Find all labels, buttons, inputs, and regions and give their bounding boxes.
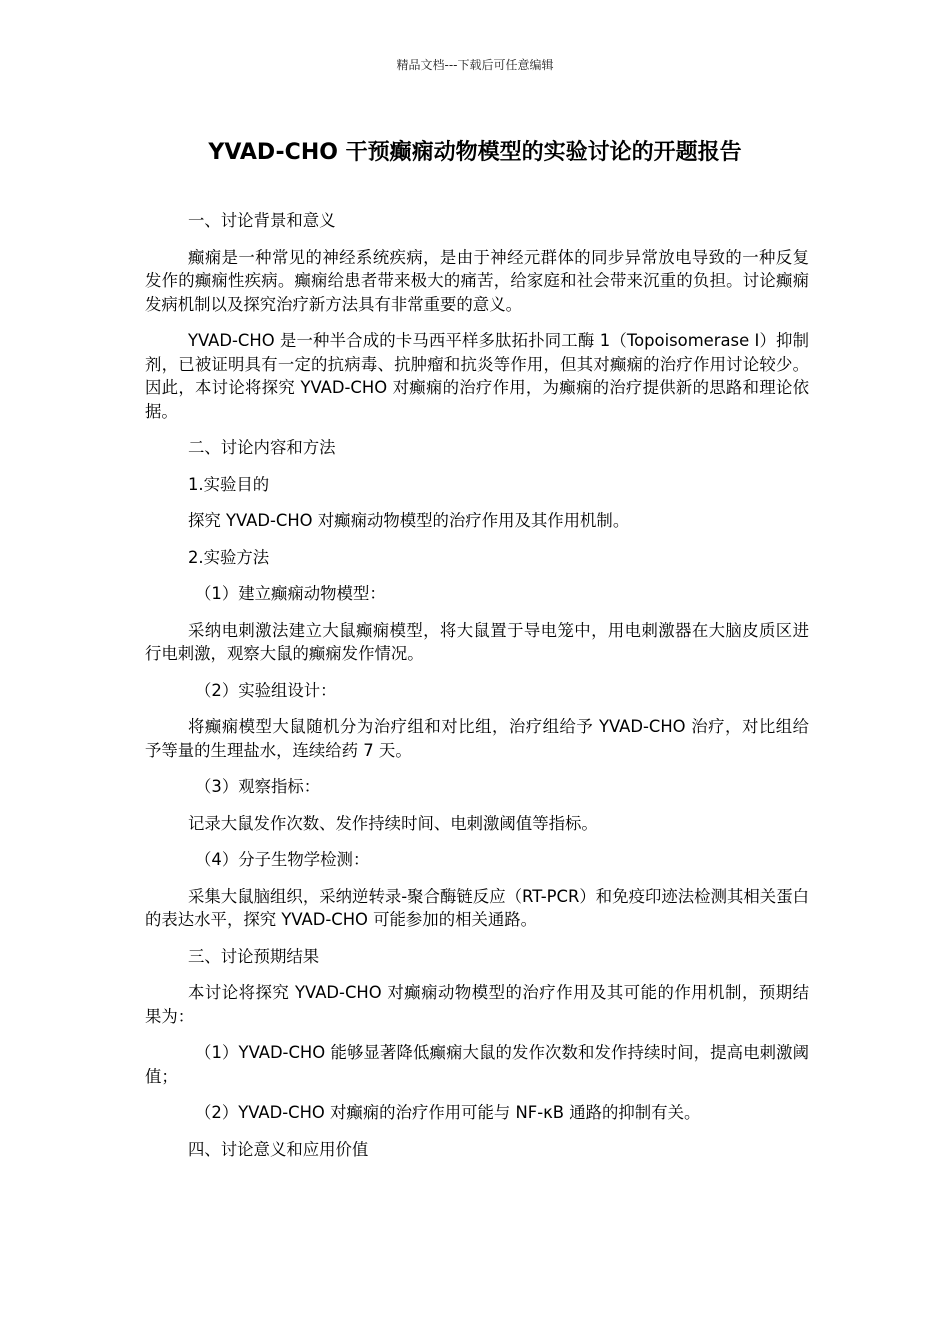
paragraph-molecular: 采集大鼠脑组织，采纳逆转录-聚合酶链反应（RT-PCR）和免疫印迹法检测其相关蛋白的表达水平，探究 YVAD-CHO 可能参加的相关通路。 xyxy=(145,886,809,929)
subheading-methods: 2.实验方法 xyxy=(188,547,270,567)
section-heading-background: 一、讨论背景和意义 xyxy=(188,211,336,230)
paragraph-model: 采纳电刺激法建立大鼠癫痫模型，将大鼠置于导电笼中，用电刺激器在大脑皮质区进行电刺激，观察大鼠的癫痫发作情况。 xyxy=(145,620,809,663)
document-body xyxy=(145,209,809,1174)
result-item-1: （1）YVAD-CHO 能够显著降低癫痫大鼠的发作次数和发作持续时间，提高电刺激阈值； xyxy=(145,1043,809,1086)
paragraph-groups: 将癫痫模型大鼠随机分为治疗组和对比组，治疗组给予 YVAD-CHO 治疗，对比组给予等量的生理盐水，连续给药 7 天。 xyxy=(145,717,809,760)
section-heading-significance: 四、讨论意义和应用价值 xyxy=(188,1139,369,1159)
method-item-indicators: （3）观察指标： xyxy=(195,777,321,796)
method-item-groups: （2）实验组设计： xyxy=(195,680,337,700)
paragraph-epilepsy-intro: 癫痫是一种常见的神经系统疾病，是由于神经元群体的同步异常放电导致的一种反复发作的癫痫性疾病。癫痫给患者带来极大的痛苦，给家庭和社会带来沉重的负担。讨论癫痫发病机制以及探究治疗新方法具有非常重要的意义。 xyxy=(145,247,809,314)
subheading-purpose: 1.实验目的 xyxy=(188,474,270,494)
section-heading-expected-results: 三、讨论预期结果 xyxy=(188,946,320,966)
header-note: 精品文档---下载后可任意编辑 xyxy=(396,58,554,72)
paragraph-purpose: 探究 YVAD-CHO 对癫痫动物模型的治疗作用及其作用机制。 xyxy=(188,511,630,530)
section-heading-content-methods: 二、讨论内容和方法 xyxy=(188,438,336,457)
method-item-model: （1）建立癫痫动物模型： xyxy=(195,584,386,603)
method-item-molecular: （4）分子生物学检测： xyxy=(195,850,370,869)
document-title: YVAD-CHO 干预癫痫动物模型的实验讨论的开题报告 xyxy=(208,140,742,165)
paragraph-indicators: 记录大鼠发作次数、发作持续时间、电刺激阈值等指标。 xyxy=(188,813,598,833)
result-item-2: （2）YVAD-CHO 对癫痫的治疗作用可能与 NF-κB 通路的抑制有关。 xyxy=(195,1103,701,1122)
paragraph-yvad-intro: YVAD-CHO 是一种半合成的卡马西平样多肽拓扑同工酶 1（Topoisomerase I）抑制剂，已被证明具有一定的抗病毒、抗肿瘤和抗炎等作用，但其对癫痫的治疗作用讨论较少。因此，本讨论将探究 YVAD-CHO 对癫痫的治疗作用，为癫痫的治疗提供新的思路和理论依据。 xyxy=(145,331,809,421)
paragraph-expected-results: 本讨论将探究 YVAD-CHO 对癫痫动物模型的治疗作用及其可能的作用机制，预期结果为： xyxy=(145,983,809,1026)
